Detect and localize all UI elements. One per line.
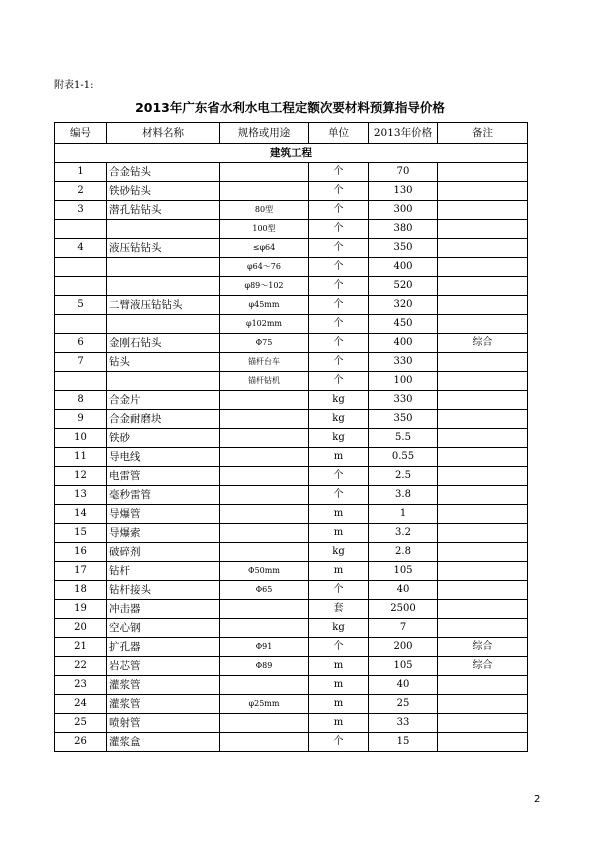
cell-material-name: 钻杆: [107, 562, 220, 581]
cell-material-name: 灌浆盒: [107, 733, 220, 752]
section-label: 建筑工程: [55, 144, 528, 163]
cell-number: 5: [55, 296, 107, 315]
cell-spec: [220, 524, 309, 543]
table-row: [55, 201, 528, 220]
table-row: [55, 258, 528, 277]
cell-price: 400: [369, 258, 438, 277]
cell-remark: [438, 543, 528, 562]
cell-remark: [438, 714, 528, 733]
cell-price: 2500: [369, 600, 438, 619]
cell-unit: kg: [309, 391, 369, 410]
cell-number: 23: [55, 676, 107, 695]
cell-unit: m: [309, 505, 369, 524]
cell-unit: 个: [309, 733, 369, 752]
cell-unit: 个: [309, 581, 369, 600]
cell-material-name: 破碎剂: [107, 543, 220, 562]
cell-material-name: 钻头: [107, 353, 220, 372]
cell-material-name: 岩芯管: [107, 657, 220, 676]
cell-material-name: [107, 372, 220, 391]
cell-number: 18: [55, 581, 107, 600]
cell-unit: 个: [309, 467, 369, 486]
table-row: [55, 353, 528, 372]
cell-remark: [438, 562, 528, 581]
cell-number: 13: [55, 486, 107, 505]
cell-number: 22: [55, 657, 107, 676]
cell-price: 1: [369, 505, 438, 524]
cell-spec: [220, 600, 309, 619]
cell-material-name: 合金片: [107, 391, 220, 410]
table-row: [55, 296, 528, 315]
cell-number: 20: [55, 619, 107, 638]
cell-unit: 个: [309, 182, 369, 201]
cell-material-name: 钻杆接头: [107, 581, 220, 600]
cell-remark: 综合: [438, 638, 528, 657]
cell-price: 200: [369, 638, 438, 657]
cell-material-name: [107, 220, 220, 239]
table-row: [55, 315, 528, 334]
cell-price: 25: [369, 695, 438, 714]
cell-number: 21: [55, 638, 107, 657]
cell-spec: ≤φ64: [220, 239, 309, 258]
cell-number: 17: [55, 562, 107, 581]
cell-remark: 综合: [438, 334, 528, 353]
cell-price: 33: [369, 714, 438, 733]
cell-remark: [438, 220, 528, 239]
cell-spec: φ25mm: [220, 695, 309, 714]
cell-price: 520: [369, 277, 438, 296]
cell-number: 19: [55, 600, 107, 619]
cell-price: 320: [369, 296, 438, 315]
cell-material-name: 冲击器: [107, 600, 220, 619]
cell-spec: 100型: [220, 220, 309, 239]
table-row: [55, 372, 528, 391]
header-cell: 单位: [309, 123, 369, 144]
page-title: 2013年广东省水利水电工程定额次要材料预算指导价格: [135, 100, 445, 115]
cell-unit: m: [309, 714, 369, 733]
cell-price: 450: [369, 315, 438, 334]
cell-number: 8: [55, 391, 107, 410]
cell-number: 14: [55, 505, 107, 524]
cell-spec: Φ75: [220, 334, 309, 353]
section-row: [55, 144, 528, 163]
cell-spec: 锚杆钻机: [220, 372, 309, 391]
cell-number: 24: [55, 695, 107, 714]
cell-unit: 个: [309, 163, 369, 182]
table-row: [55, 486, 528, 505]
cell-unit: m: [309, 695, 369, 714]
cell-material-name: [107, 258, 220, 277]
cell-price: 130: [369, 182, 438, 201]
cell-number: 15: [55, 524, 107, 543]
cell-number: 12: [55, 467, 107, 486]
cell-spec: φ45mm: [220, 296, 309, 315]
cell-remark: [438, 429, 528, 448]
cell-price: 40: [369, 581, 438, 600]
cell-remark: [438, 391, 528, 410]
cell-material-name: 液压钻钻头: [107, 239, 220, 258]
cell-spec: [220, 619, 309, 638]
cell-spec: Φ91: [220, 638, 309, 657]
cell-spec: [220, 410, 309, 429]
table-row: [55, 410, 528, 429]
cell-remark: [438, 600, 528, 619]
table-row: [55, 220, 528, 239]
cell-remark: [438, 505, 528, 524]
cell-material-name: 扩孔器: [107, 638, 220, 657]
cell-remark: [438, 163, 528, 182]
cell-number: 3: [55, 201, 107, 220]
cell-material-name: 合金钻头: [107, 163, 220, 182]
cell-number: 26: [55, 733, 107, 752]
cell-price: 350: [369, 239, 438, 258]
cell-spec: 锚杆台车: [220, 353, 309, 372]
cell-spec: Φ50mm: [220, 562, 309, 581]
cell-spec: [220, 486, 309, 505]
header-cell: 2013年价格: [369, 123, 438, 144]
cell-spec: [220, 182, 309, 201]
cell-price: 330: [369, 391, 438, 410]
cell-spec: [220, 676, 309, 695]
table-note: 附表1-1:: [54, 80, 94, 91]
cell-spec: [220, 714, 309, 733]
cell-spec: [220, 467, 309, 486]
cell-number: 11: [55, 448, 107, 467]
cell-remark: [438, 258, 528, 277]
cell-price: 40: [369, 676, 438, 695]
cell-spec: Φ65: [220, 581, 309, 600]
cell-remark: [438, 315, 528, 334]
table-row: [55, 714, 528, 733]
cell-number: 16: [55, 543, 107, 562]
cell-price: 3.8: [369, 486, 438, 505]
cell-price: 380: [369, 220, 438, 239]
table-header-row: [55, 123, 528, 144]
table-row: [55, 695, 528, 714]
cell-material-name: 灌浆管: [107, 695, 220, 714]
table-row: [55, 467, 528, 486]
cell-price: 100: [369, 372, 438, 391]
cell-unit: m: [309, 562, 369, 581]
cell-unit: m: [309, 448, 369, 467]
cell-remark: [438, 581, 528, 600]
cell-unit: 个: [309, 277, 369, 296]
cell-remark: [438, 182, 528, 201]
cell-remark: [438, 619, 528, 638]
table-row: [55, 638, 528, 657]
cell-number: 4: [55, 239, 107, 258]
cell-material-name: 潜孔钻钻头: [107, 201, 220, 220]
cell-spec: φ64～76: [220, 258, 309, 277]
cell-number: 9: [55, 410, 107, 429]
cell-price: 5.5: [369, 429, 438, 448]
table-row: [55, 505, 528, 524]
cell-material-name: 金刚石钻头: [107, 334, 220, 353]
table-row: [55, 334, 528, 353]
cell-material-name: 铁砂: [107, 429, 220, 448]
table-row: [55, 239, 528, 258]
cell-number: 7: [55, 353, 107, 372]
cell-remark: [438, 695, 528, 714]
cell-unit: m: [309, 524, 369, 543]
cell-price: 400: [369, 334, 438, 353]
cell-material-name: 毫秒雷管: [107, 486, 220, 505]
cell-unit: kg: [309, 619, 369, 638]
cell-unit: 个: [309, 220, 369, 239]
cell-spec: 80型: [220, 201, 309, 220]
table-row: [55, 448, 528, 467]
cell-material-name: [107, 277, 220, 296]
cell-remark: [438, 676, 528, 695]
cell-remark: [438, 486, 528, 505]
cell-unit: 个: [309, 239, 369, 258]
cell-remark: [438, 239, 528, 258]
cell-remark: [438, 296, 528, 315]
cell-spec: φ102mm: [220, 315, 309, 334]
table-row: [55, 543, 528, 562]
table-row: [55, 524, 528, 543]
cell-spec: [220, 448, 309, 467]
cell-unit: 个: [309, 296, 369, 315]
table-row: [55, 676, 528, 695]
cell-remark: [438, 733, 528, 752]
cell-unit: m: [309, 657, 369, 676]
cell-unit: 个: [309, 353, 369, 372]
cell-price: 70: [369, 163, 438, 182]
cell-unit: 个: [309, 486, 369, 505]
cell-spec: [220, 543, 309, 562]
cell-spec: [220, 391, 309, 410]
cell-number: [55, 277, 107, 296]
cell-unit: 套: [309, 600, 369, 619]
cell-number: 1: [55, 163, 107, 182]
cell-price: 105: [369, 562, 438, 581]
cell-spec: [220, 163, 309, 182]
price-table: [54, 122, 528, 752]
cell-material-name: 灌浆管: [107, 676, 220, 695]
cell-remark: [438, 277, 528, 296]
cell-price: 300: [369, 201, 438, 220]
cell-unit: 个: [309, 315, 369, 334]
cell-material-name: 二臂液压钻钻头: [107, 296, 220, 315]
cell-material-name: 喷射管: [107, 714, 220, 733]
cell-remark: [438, 410, 528, 429]
cell-material-name: 导爆索: [107, 524, 220, 543]
cell-spec: [220, 429, 309, 448]
header-cell: 材料名称: [107, 123, 220, 144]
cell-material-name: [107, 315, 220, 334]
cell-material-name: 导爆管: [107, 505, 220, 524]
cell-unit: 个: [309, 258, 369, 277]
table-row: [55, 657, 528, 676]
cell-material-name: 合金耐磨块: [107, 410, 220, 429]
header-cell: 规格或用途: [220, 123, 309, 144]
header-cell: 备注: [438, 123, 528, 144]
cell-material-name: 电雷管: [107, 467, 220, 486]
cell-remark: [438, 353, 528, 372]
cell-material-name: 导电线: [107, 448, 220, 467]
table-row: [55, 600, 528, 619]
cell-material-name: 铁砂钻头: [107, 182, 220, 201]
cell-unit: 个: [309, 638, 369, 657]
cell-price: 105: [369, 657, 438, 676]
cell-remark: [438, 201, 528, 220]
cell-price: 7: [369, 619, 438, 638]
table-row: [55, 277, 528, 296]
cell-material-name: 空心钢: [107, 619, 220, 638]
cell-unit: 个: [309, 334, 369, 353]
cell-price: 0.55: [369, 448, 438, 467]
table-row: [55, 429, 528, 448]
cell-remark: 综合: [438, 657, 528, 676]
cell-number: [55, 220, 107, 239]
cell-price: 350: [369, 410, 438, 429]
cell-number: [55, 372, 107, 391]
cell-number: 2: [55, 182, 107, 201]
cell-price: 330: [369, 353, 438, 372]
cell-remark: [438, 467, 528, 486]
cell-unit: 个: [309, 201, 369, 220]
cell-price: 3.2: [369, 524, 438, 543]
cell-unit: kg: [309, 410, 369, 429]
cell-remark: [438, 448, 528, 467]
table-row: [55, 562, 528, 581]
cell-number: 25: [55, 714, 107, 733]
cell-unit: m: [309, 676, 369, 695]
cell-remark: [438, 372, 528, 391]
table-row: [55, 391, 528, 410]
table-row: [55, 163, 528, 182]
table-row: [55, 619, 528, 638]
cell-unit: kg: [309, 429, 369, 448]
cell-spec: Φ89: [220, 657, 309, 676]
cell-spec: [220, 733, 309, 752]
table-row: [55, 581, 528, 600]
cell-number: [55, 315, 107, 334]
cell-number: [55, 258, 107, 277]
page-number: 2: [534, 794, 541, 805]
table-row: [55, 182, 528, 201]
cell-price: 2.8: [369, 543, 438, 562]
cell-spec: φ89～102: [220, 277, 309, 296]
cell-remark: [438, 524, 528, 543]
cell-number: 6: [55, 334, 107, 353]
cell-unit: kg: [309, 543, 369, 562]
cell-spec: [220, 505, 309, 524]
header-cell: 编号: [55, 123, 107, 144]
cell-price: 2.5: [369, 467, 438, 486]
cell-price: 15: [369, 733, 438, 752]
cell-number: 10: [55, 429, 107, 448]
cell-unit: 个: [309, 372, 369, 391]
table-row: [55, 733, 528, 752]
